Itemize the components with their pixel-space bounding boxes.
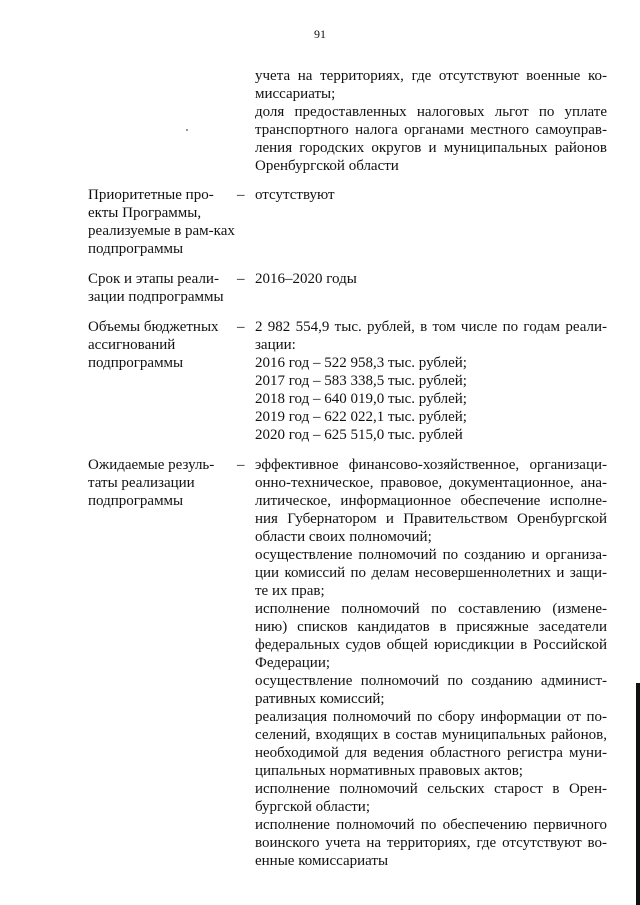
result-item: исполнение полномочий по составлению (измене-нию) списков кандидатов в присяжные заседатели федеральных судов общей юрисдикции в Российской Федерации;: [255, 601, 607, 671]
budget-year-line: 2016 год – 522 958,3 тыс. рублей;: [255, 355, 467, 371]
budget-year-line: 2017 год – 583 338,5 тыс. рублей;: [255, 373, 467, 389]
result-item: осуществление полномочий по созданию и организа-ции комиссий по делам несовершеннолетних и защи-те их прав;: [255, 547, 607, 599]
page-number: 91: [314, 27, 326, 41]
budget-year-line: 2020 год – 625 515,0 тыс. рублей: [255, 427, 463, 443]
row-label-term: Срок и этапы реали-зации подпрограммы: [88, 271, 224, 305]
value-line: 2016–2020 годы: [255, 271, 357, 287]
result-item: исполнение полномочий сельских старост в Орен-бургской области;: [255, 781, 607, 815]
row-dash: –: [237, 319, 245, 335]
row-dash: –: [237, 187, 245, 203]
row-label-priority-projects: Приоритетные про-екты Программы, реализуемые в рам-ках подпрограммы: [88, 187, 235, 257]
row-dash: –: [237, 271, 245, 287]
continuation-paragraph: учета на территориях, где отсутствуют военные ко-миссариаты;: [255, 68, 607, 102]
row-dash: –: [237, 457, 245, 473]
budget-year-line: 2018 год – 640 019,0 тыс. рублей;: [255, 391, 467, 407]
result-item: реализация полномочий по сбору информации от по-селений, входящих в состав муниципальных районов, необходимой для ведения областного регистра муни-ципальных нормативных правовых актов;: [255, 709, 607, 779]
budget-year-line: 2019 год – 622 022,1 тыс. рублей;: [255, 409, 467, 425]
row-value-results: [255, 456, 607, 870]
row-value-priority-projects: [255, 186, 607, 204]
result-item: эффективное финансово-хозяйственное, организаци-онно-техническое, правовое, документационное, ана-литическое, информационное обеспечение исполне-ния Губернатором и Правительством Оренбургской области своих полномочий;: [255, 457, 607, 545]
result-item: исполнение полномочий по обеспечению первичного воинского учета на территориях, где отсутствуют во-енные комиссариаты: [255, 817, 607, 869]
continuation-paragraph: доля предоставленных налоговых льгот по уплате транспортного налога органами местного самоуправ-ления городских округов и муниципальных районов Оренбургской области: [255, 104, 607, 174]
result-item: осуществление полномочий по созданию админист-ративных комиссий;: [255, 673, 607, 707]
budget-total-line: 2 982 554,9 тыс. рублей, в том числе по годам реали-зации:: [255, 319, 607, 353]
scan-speck: [186, 129, 188, 131]
row-value-budget: [255, 318, 607, 444]
row-label-results: Ожидаемые резуль-таты реализации подпрограммы: [88, 457, 215, 509]
row-value-term: [255, 270, 607, 288]
value-line: отсутствуют: [255, 187, 335, 203]
continuation-block: [255, 67, 607, 175]
row-label-budget: Объемы бюджетных ассигнований подпрограммы: [88, 319, 219, 371]
scan-edge-bar: [636, 683, 640, 905]
